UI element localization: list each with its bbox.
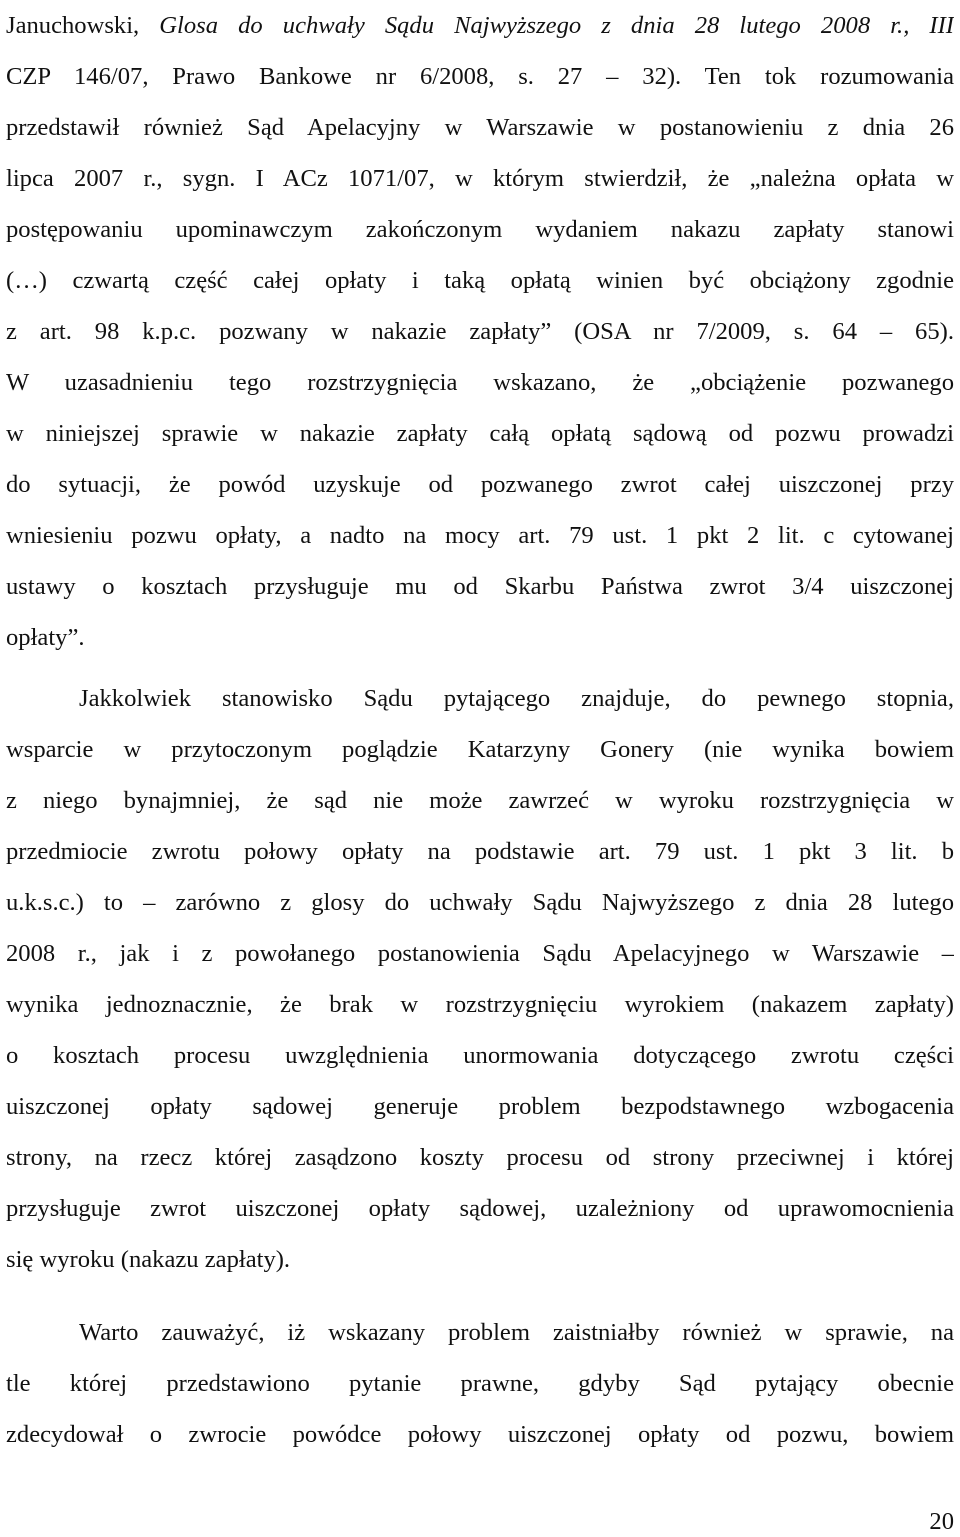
text-line: W uzasadnieniu tego rozstrzygnięcia wskazano, że „obciążenie pozwanego xyxy=(6,369,954,396)
text-line: w niniejszej sprawie w nakazie zapłaty całą opłatą sądową od pozwu prowadzi xyxy=(6,420,954,447)
text-line: Jakkolwiek stanowisko Sądu pytającego znajduje, do pewnego stopnia, xyxy=(79,685,954,712)
text-line: wynika jednoznacznie, że brak w rozstrzygnięciu wyrokiem (nakazem zapłaty) xyxy=(6,991,954,1018)
text-line: strony, na rzecz której zasądzono koszty procesu od strony przeciwnej i której xyxy=(6,1144,954,1171)
text-line: do sytuacji, że powód uzyskuje od pozwanego zwrot całej uiszczonej przy xyxy=(6,471,954,498)
text-line: o kosztach procesu uwzględnienia unormowania dotyczącego zwrotu części xyxy=(6,1042,954,1069)
text-line: lipca 2007 r., sygn. I ACz 1071/07, w którym stwierdził, że „należna opłata w xyxy=(6,165,954,192)
text-line: CZP 146/07, Prawo Bankowe nr 6/2008, s. 27 – 32). Ten tok rozumowania xyxy=(6,63,954,90)
text-line: postępowaniu upominawczym zakończonym wydaniem nakazu zapłaty stanowi xyxy=(6,216,954,243)
paragraph-1 xyxy=(6,0,954,663)
text-line: przysługuje zwrot uiszczonej opłaty sądowej, uzależniony od uprawomocnienia xyxy=(6,1195,954,1222)
text-line: u.k.s.c.) to – zarówno z glosy do uchwały Sądu Najwyższego z dnia 28 lutego xyxy=(6,889,954,916)
text-line: (…) czwartą część całej opłaty i taką opłatą winien być obciążony zgodnie xyxy=(6,267,954,294)
text-line: z niego bynajmniej, że sąd nie może zawrzeć w wyroku rozstrzygnięcia w xyxy=(6,787,954,814)
text-line: się wyroku (nakazu zapłaty). xyxy=(6,1246,291,1273)
italic-citation: Glosa do uchwały Sądu Najwyższego z dnia 28 lutego 2008 r., III xyxy=(159,12,954,39)
text-line: z art. 98 k.p.c. pozwany w nakazie zapłaty” (OSA nr 7/2009, s. 64 – 65). xyxy=(6,318,954,345)
text-line: Warto zauważyć, iż wskazany problem zaistniałby również w sprawie, na xyxy=(79,1319,954,1346)
text-line: wsparcie w przytoczonym poglądzie Katarzyny Gonery (nie wynika bowiem xyxy=(6,736,954,763)
text-line: 2008 r., jak i z powołanego postanowienia Sądu Apelacyjnego w Warszawie – xyxy=(6,940,954,967)
text-line: Januchowski, Glosa do uchwały Sądu Najwyższego z dnia 28 lutego 2008 r., III xyxy=(6,12,954,39)
text-line: ustawy o kosztach przysługuje mu od Skarbu Państwa zwrot 3/4 uiszczonej xyxy=(6,573,954,600)
paragraph-3 xyxy=(6,1307,954,1460)
page-number: 20 xyxy=(929,1508,954,1535)
text-line: uiszczonej opłaty sądowej generuje problem bezpodstawnego wzbogacenia xyxy=(6,1093,954,1120)
text-line: opłaty”. xyxy=(6,624,85,651)
paragraph-2 xyxy=(6,673,954,1285)
text-line: zdecydował o zwrocie powódce połowy uiszczonej opłaty od pozwu, bowiem xyxy=(6,1421,954,1448)
text-line: przedstawił również Sąd Apelacyjny w Warszawie w postanowieniu z dnia 26 xyxy=(6,114,954,141)
text-line: przedmiocie zwrotu połowy opłaty na podstawie art. 79 ust. 1 pkt 3 lit. b xyxy=(6,838,954,865)
text-line: tle której przedstawiono pytanie prawne, gdyby Sąd pytający obecnie xyxy=(6,1370,954,1397)
text-line: wniesieniu pozwu opłaty, a nadto na mocy art. 79 ust. 1 pkt 2 lit. c cytowanej xyxy=(6,522,954,549)
